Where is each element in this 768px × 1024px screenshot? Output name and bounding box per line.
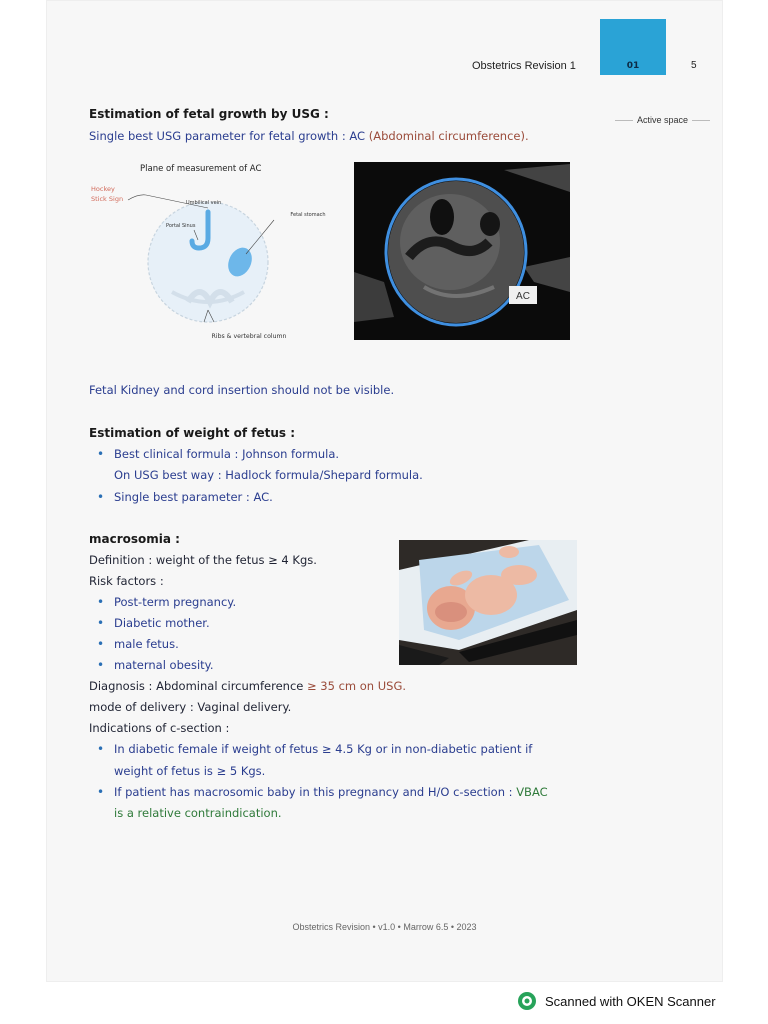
scanner-watermark [517, 990, 716, 1012]
indications-heading: Indications of c-section : [89, 721, 230, 735]
indication-1-cont: weight of fetus is ≥ 5 Kgs. [114, 764, 266, 778]
hockey-label-1: Hockey [91, 185, 115, 193]
umbilical-vein-label: Umbilical vein [186, 200, 222, 206]
risk-item: • Post-term pregnancy. [114, 595, 236, 609]
risk-item: • maternal obesity. [114, 658, 213, 672]
active-space-label: Active space [611, 115, 714, 125]
chapter-box [600, 19, 666, 75]
baby-photo-drawing [399, 540, 577, 665]
diagnosis-prefix: Diagnosis : Abdominal circumference [89, 679, 304, 693]
usg-line [89, 129, 529, 143]
chapter-box-label: 01 [626, 61, 640, 71]
macro-heading: macrosomia : [89, 532, 180, 546]
indication-2-cont: is a relative contraindication. [114, 806, 282, 820]
usg-line-prefix: Single best USG parameter for fetal growth : AC [89, 129, 366, 143]
usg-note: Fetal Kidney and cord insertion should not be visible. [89, 383, 395, 397]
hockey-label-2: Stick Sign [91, 195, 124, 203]
document-page [46, 0, 723, 982]
ultrasound-image [354, 162, 570, 340]
ac-plane-drawing [86, 160, 326, 345]
indication-2 [114, 785, 548, 799]
macrosomic-baby-photo [399, 540, 577, 665]
portal-sinus-label: Portal Sinus [166, 223, 196, 229]
diagnosis-value: ≥ 35 cm on USG. [307, 679, 407, 693]
fetal-stomach-label: Fetal stomach [290, 212, 326, 218]
weight-bullet-1: • Best clinical formula : Johnson formula. [114, 447, 339, 461]
diagram-title: Plane of measurement of AC [140, 164, 262, 174]
ribs-label: Ribs & vertebral column [211, 333, 287, 340]
weight-bullet-1-cont: On USG best way : Hadlock formula/Shepard formula. [114, 468, 423, 482]
vbac-term: VBAC [516, 785, 548, 799]
page-footer: Obstetrics Revision • v1.0 • Marrow 6.5 • 2023 [292, 922, 477, 932]
ultrasound-drawing [354, 162, 570, 340]
indication-2-prefix: If patient has macrosomic baby in this pregnancy and H/O c-section : [114, 785, 513, 799]
usg-line-paren: (Abdominal circumference). [368, 129, 529, 143]
macro-definition: Definition : weight of the fetus ≥ 4 Kgs. [89, 553, 317, 567]
ultrasound-ac-label: AC [516, 291, 530, 302]
delivery-line: mode of delivery : Vaginal delivery. [89, 700, 292, 714]
usg-heading: Estimation of fetal growth by USG : [89, 107, 329, 121]
risk-heading: Risk factors : [89, 574, 164, 588]
risk-item: • male fetus. [114, 637, 179, 651]
header-title: Obstetrics Revision 1 [472, 60, 576, 72]
oken-logo-icon [517, 991, 537, 1011]
indication-1: • In diabetic female if weight of fetus ≥ 4.5 Kg or in non-diabetic patient if [114, 742, 532, 756]
ac-plane-diagram [86, 160, 326, 345]
page-number: 5 [691, 60, 697, 71]
diagnosis-line [89, 679, 406, 693]
weight-bullet-2: • Single best parameter : AC. [114, 490, 273, 504]
risk-item: • Diabetic mother. [114, 616, 210, 630]
weight-heading: Estimation of weight of fetus : [89, 426, 296, 440]
scanner-text: Scanned with OKEN Scanner [545, 993, 716, 1009]
